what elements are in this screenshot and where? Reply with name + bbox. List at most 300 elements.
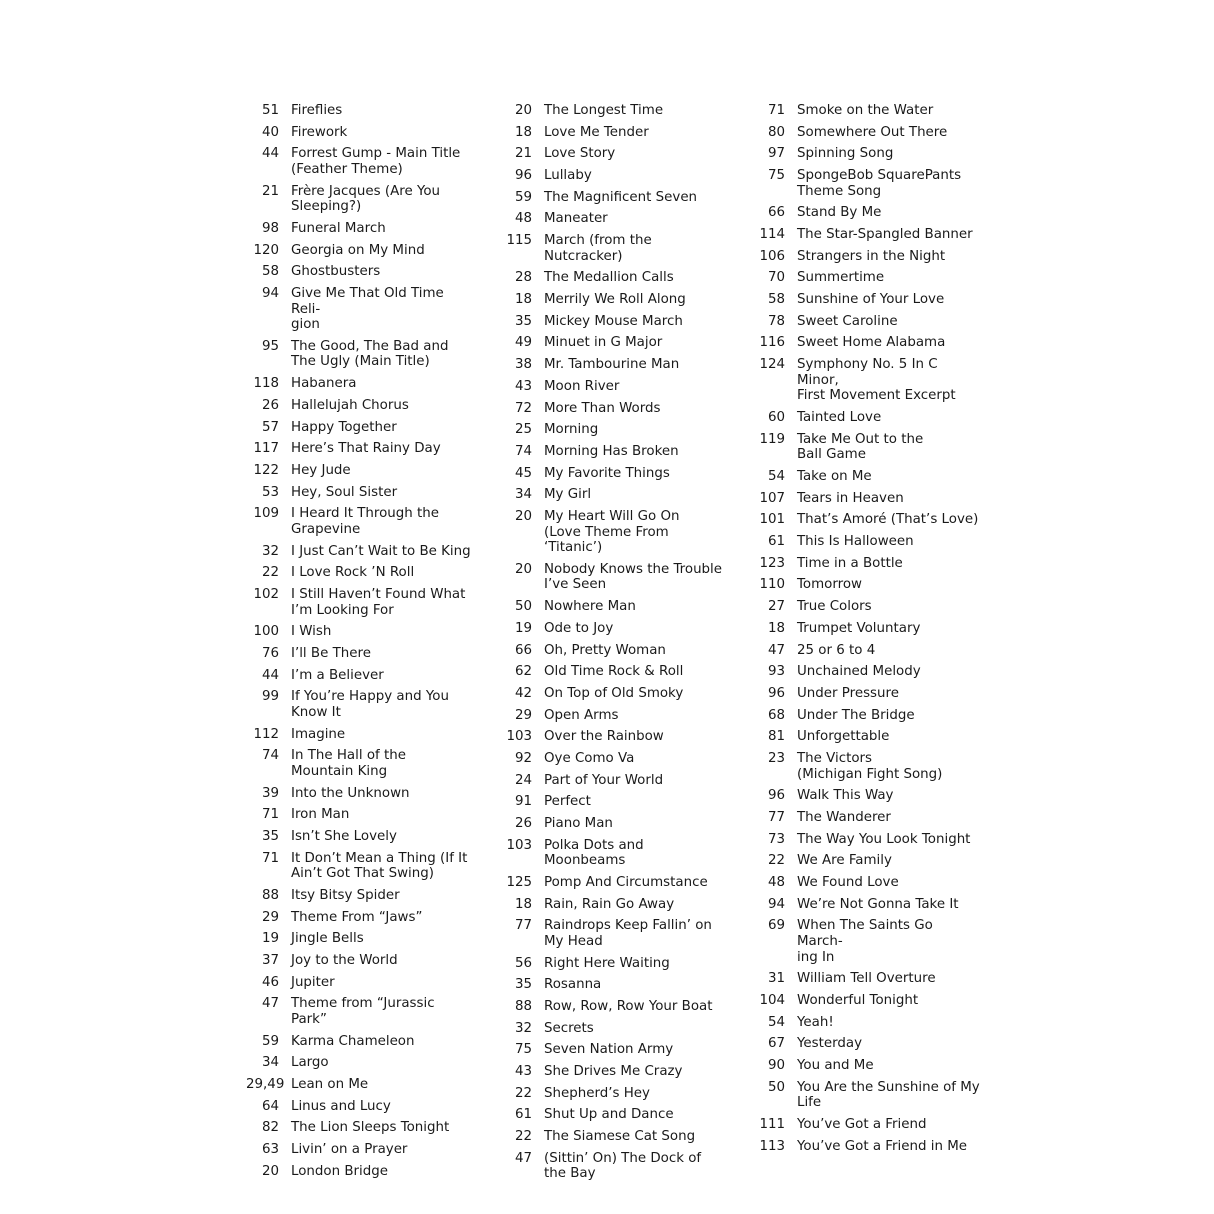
entry-song-title: Into the Unknown xyxy=(291,785,410,801)
entry-song-title: This Is Halloween xyxy=(797,534,914,550)
index-entry xyxy=(752,990,980,1012)
entry-page-number: 68 xyxy=(767,707,785,723)
index-entry xyxy=(246,783,474,805)
index-entry xyxy=(246,373,474,395)
entry-song-title: We’re Not Gonna Take It xyxy=(797,896,959,912)
entry-song-title: Theme From “Jaws” xyxy=(291,909,423,925)
entry-song-title: Ode to Joy xyxy=(544,620,614,636)
entry-page-number: 114 xyxy=(759,227,785,243)
index-entry xyxy=(246,261,474,283)
index-entry xyxy=(246,972,474,994)
entry-song-title: Secrets xyxy=(544,1020,594,1036)
index-entry xyxy=(752,553,980,575)
index-entry xyxy=(499,748,727,770)
index-entry xyxy=(499,596,727,618)
entry-song-title: We Are Family xyxy=(797,853,892,869)
entry-page-number: 20 xyxy=(261,1163,279,1179)
entry-song-title: I Still Haven’t Found What I’m Looking For xyxy=(291,586,466,618)
index-entry xyxy=(752,246,980,268)
entry-song-title: Unforgettable xyxy=(797,729,890,745)
entry-song-title: Mr. Tambourine Man xyxy=(544,357,680,373)
entry-page-number: 60 xyxy=(767,410,785,426)
entry-song-title: Wonderful Tonight xyxy=(797,992,919,1008)
entry-song-title: 25 or 6 to 4 xyxy=(797,642,876,658)
entry-page-number: 38 xyxy=(514,357,532,373)
entry-page-number: 81 xyxy=(767,729,785,745)
entry-song-title: Oh, Pretty Woman xyxy=(544,642,666,658)
entry-page-number: 48 xyxy=(514,211,532,227)
entry-page-number: 93 xyxy=(767,664,785,680)
entry-page-number: 71 xyxy=(767,103,785,118)
entry-song-title: Georgia on My Mind xyxy=(291,242,425,258)
index-entry xyxy=(499,165,727,187)
entry-page-number: 103 xyxy=(506,729,532,745)
entry-song-title: Lullaby xyxy=(544,168,592,184)
entry-song-title: Jupiter xyxy=(291,974,335,990)
entry-song-title: You Are the Sunshine of My Life xyxy=(797,1079,980,1111)
entry-page-number: 80 xyxy=(767,124,785,140)
entry-song-title: Under Pressure xyxy=(797,685,899,701)
index-entry xyxy=(752,915,980,968)
entry-page-number: 44 xyxy=(261,146,279,162)
index-entry xyxy=(246,885,474,907)
index-entry xyxy=(499,484,727,506)
index-entry xyxy=(246,283,474,336)
entry-song-title: Happy Together xyxy=(291,419,397,435)
entry-song-title: Piano Man xyxy=(544,816,613,831)
entry-song-title: The Way You Look Tonight xyxy=(797,831,971,847)
index-entry xyxy=(246,395,474,417)
index-entry xyxy=(246,562,474,584)
entry-page-number: 28 xyxy=(514,270,532,286)
index-entry xyxy=(752,1012,980,1034)
entry-page-number: 53 xyxy=(261,484,279,500)
index-entry xyxy=(246,143,474,180)
entry-page-number: 88 xyxy=(514,999,532,1014)
entry-song-title: Linus and Lucy xyxy=(291,1098,391,1114)
index-entry xyxy=(499,419,727,441)
entry-song-title: My Girl xyxy=(544,487,592,503)
entry-page-number: 18 xyxy=(514,896,532,912)
index-entry xyxy=(246,621,474,643)
index-entry xyxy=(499,1148,727,1185)
entry-page-number: 69 xyxy=(767,918,785,934)
entry-page-number: 49 xyxy=(514,335,532,351)
entry-page-number: 35 xyxy=(514,977,532,993)
entry-song-title: Love Me Tender xyxy=(544,124,649,140)
index-entry xyxy=(752,311,980,333)
entry-page-number: 50 xyxy=(514,599,532,615)
index-entry xyxy=(499,559,727,596)
index-entry xyxy=(246,907,474,929)
entry-song-title: Funeral March xyxy=(291,220,386,236)
entry-page-number: 100 xyxy=(253,624,279,640)
index-column-3 xyxy=(752,100,980,1157)
entry-page-number: 51 xyxy=(261,103,279,118)
index-entry xyxy=(499,1083,727,1105)
entry-page-number: 47 xyxy=(767,642,785,658)
entry-song-title: When The Saints Go March- ing In xyxy=(797,918,933,965)
entry-page-number: 58 xyxy=(261,264,279,280)
entry-song-title: That’s Amoré (That’s Love) xyxy=(797,512,979,528)
entry-page-number: 34 xyxy=(261,1055,279,1071)
entry-page-number: 112 xyxy=(253,726,279,742)
entry-song-title: The Star-Spangled Banner xyxy=(797,227,973,243)
entry-page-number: 54 xyxy=(767,469,785,484)
index-entry xyxy=(499,791,727,813)
entry-song-title: Hey, Soul Sister xyxy=(291,484,398,500)
index-entry xyxy=(246,240,474,262)
index-entry xyxy=(499,974,727,996)
entry-page-number: 98 xyxy=(261,220,279,236)
entry-page-number: 20 xyxy=(514,103,532,118)
entry-song-title: The Siamese Cat Song xyxy=(544,1129,696,1145)
entry-song-title: SpongeBob SquarePants Theme Song xyxy=(797,168,962,199)
index-entry xyxy=(499,143,727,165)
entry-song-title: Mickey Mouse March xyxy=(544,313,683,329)
index-entry xyxy=(499,872,727,894)
index-entry xyxy=(499,122,727,144)
entry-song-title: Seven Nation Army xyxy=(544,1042,674,1058)
entry-song-title: Sunshine of Your Love xyxy=(797,292,945,308)
entry-song-title: Nowhere Man xyxy=(544,599,636,615)
index-entry xyxy=(246,928,474,950)
entry-page-number: 74 xyxy=(514,443,532,459)
entry-page-number: 26 xyxy=(514,816,532,831)
entry-page-number: 61 xyxy=(514,1107,532,1123)
index-entry xyxy=(752,726,980,748)
index-entry xyxy=(752,829,980,851)
index-entry xyxy=(752,354,980,407)
entry-song-title: Time in a Bottle xyxy=(797,555,903,571)
entry-song-title: I Love Rock ’N Roll xyxy=(291,565,415,581)
entry-song-title: Part of Your World xyxy=(544,772,664,788)
index-entry xyxy=(752,807,980,829)
entry-page-number: 58 xyxy=(767,292,785,308)
entry-page-number: 50 xyxy=(767,1079,785,1095)
index-entry xyxy=(246,541,474,563)
index-entry xyxy=(246,417,474,439)
entry-page-number: 111 xyxy=(759,1116,785,1132)
entry-page-number: 42 xyxy=(514,685,532,701)
index-entry xyxy=(752,596,980,618)
index-entry xyxy=(499,506,727,559)
index-entry xyxy=(246,503,474,540)
entry-page-number: 77 xyxy=(514,918,532,934)
entry-page-number: 102 xyxy=(253,586,279,602)
entry-page-number: 43 xyxy=(514,378,532,394)
index-entry xyxy=(499,770,727,792)
entry-song-title: Frère Jacques (Are You Sleeping?) xyxy=(291,183,441,215)
entry-page-number: 118 xyxy=(253,376,279,392)
entry-page-number: 29,49 xyxy=(246,1076,285,1092)
entry-song-title: Sweet Home Alabama xyxy=(797,335,946,351)
entry-page-number: 48 xyxy=(767,874,785,890)
entry-page-number: 110 xyxy=(759,577,785,593)
index-entry xyxy=(752,100,980,122)
entry-page-number: 22 xyxy=(514,1085,532,1101)
index-entry xyxy=(752,683,980,705)
entry-page-number: 21 xyxy=(261,183,279,199)
index-entry xyxy=(752,143,980,165)
index-entry xyxy=(499,187,727,209)
entry-page-number: 94 xyxy=(767,896,785,912)
entry-page-number: 59 xyxy=(514,189,532,205)
entry-page-number: 22 xyxy=(261,565,279,581)
entry-page-number: 18 xyxy=(514,292,532,308)
entry-page-number: 123 xyxy=(759,555,785,571)
entry-page-number: 23 xyxy=(767,750,785,766)
entry-page-number: 113 xyxy=(759,1138,785,1154)
entry-page-number: 115 xyxy=(506,233,532,249)
entry-page-number: 40 xyxy=(261,124,279,140)
entry-page-number: 59 xyxy=(261,1033,279,1049)
index-entry xyxy=(752,509,980,531)
entry-page-number: 99 xyxy=(261,689,279,705)
entry-page-number: 64 xyxy=(261,1098,279,1114)
entry-page-number: 120 xyxy=(253,242,279,258)
index-entry xyxy=(246,848,474,885)
index-entry xyxy=(246,1031,474,1053)
index-entry xyxy=(752,748,980,785)
entry-song-title: Livin’ on a Prayer xyxy=(291,1142,408,1158)
index-entry xyxy=(499,1061,727,1083)
index-entry xyxy=(246,1096,474,1118)
entry-page-number: 125 xyxy=(506,874,532,890)
entry-page-number: 71 xyxy=(261,807,279,823)
index-entry xyxy=(499,1039,727,1061)
entry-song-title: Old Time Rock & Roll xyxy=(544,664,684,680)
entry-song-title: Firework xyxy=(291,124,348,140)
entry-song-title: Row, Row, Row Your Boat xyxy=(544,999,713,1014)
entry-song-title: Maneater xyxy=(544,211,608,227)
index-entry xyxy=(499,332,727,354)
entry-song-title: The Wanderer xyxy=(797,809,891,825)
index-entry xyxy=(752,1055,980,1077)
index-entry xyxy=(499,661,727,683)
entry-page-number: 75 xyxy=(767,168,785,184)
index-entry xyxy=(499,354,727,376)
entry-page-number: 47 xyxy=(261,996,279,1012)
entry-page-number: 96 xyxy=(767,788,785,804)
index-entry xyxy=(752,1136,980,1158)
entry-page-number: 119 xyxy=(759,431,785,447)
entry-song-title: Tomorrow xyxy=(797,577,862,593)
entry-song-title: Morning Has Broken xyxy=(544,443,679,459)
entry-song-title: The Lion Sleeps Tonight xyxy=(291,1120,450,1136)
index-entry xyxy=(752,850,980,872)
entry-page-number: 74 xyxy=(261,748,279,764)
index-entry xyxy=(499,1104,727,1126)
entry-song-title: Joy to the World xyxy=(291,952,398,968)
index-entry xyxy=(499,996,727,1018)
entry-page-number: 70 xyxy=(767,270,785,286)
index-entry xyxy=(246,1117,474,1139)
entry-page-number: 73 xyxy=(767,831,785,847)
entry-song-title: Perfect xyxy=(544,794,591,810)
index-entry xyxy=(752,488,980,510)
index-entry xyxy=(752,267,980,289)
index-entry xyxy=(752,531,980,553)
index-entry xyxy=(752,640,980,662)
entry-song-title: Spinning Song xyxy=(797,146,894,162)
index-entry xyxy=(246,950,474,972)
index-entry xyxy=(499,376,727,398)
entry-song-title: Hallelujah Chorus xyxy=(291,397,409,413)
entry-song-title: Isn’t She Lovely xyxy=(291,828,397,844)
entry-song-title: On Top of Old Smoky xyxy=(544,685,684,701)
entry-song-title: Itsy Bitsy Spider xyxy=(291,887,400,903)
entry-song-title: Take Me Out to the Ball Game xyxy=(797,431,924,463)
index-entry xyxy=(752,332,980,354)
entry-page-number: 77 xyxy=(767,809,785,825)
entry-song-title: Jingle Bells xyxy=(291,931,364,947)
entry-page-number: 57 xyxy=(261,419,279,435)
index-entry xyxy=(246,826,474,848)
entry-page-number: 104 xyxy=(759,992,785,1008)
index-entry xyxy=(246,482,474,504)
entry-page-number: 44 xyxy=(261,667,279,683)
index-entry xyxy=(752,407,980,429)
index-entry xyxy=(246,804,474,826)
entry-page-number: 96 xyxy=(514,168,532,184)
index-entry xyxy=(499,1126,727,1148)
index-entry xyxy=(499,463,727,485)
entry-page-number: 90 xyxy=(767,1057,785,1073)
entry-page-number: 66 xyxy=(767,205,785,221)
entry-page-number: 117 xyxy=(253,441,279,457)
index-entry xyxy=(499,640,727,662)
index-entry xyxy=(499,267,727,289)
index-entry xyxy=(499,813,727,835)
entry-song-title: Lean on Me xyxy=(291,1076,369,1092)
entry-song-title: Give Me That Old Time Reli- gion xyxy=(291,286,444,333)
entry-song-title: Ghostbusters xyxy=(291,264,381,280)
index-entry xyxy=(752,122,980,144)
entry-page-number: 66 xyxy=(514,642,532,658)
entry-page-number: 107 xyxy=(759,490,785,506)
entry-page-number: 47 xyxy=(514,1150,532,1166)
index-entry xyxy=(752,224,980,246)
entry-page-number: 75 xyxy=(514,1042,532,1058)
index-entry xyxy=(246,122,474,144)
entry-page-number: 88 xyxy=(261,887,279,903)
entry-page-number: 92 xyxy=(514,750,532,766)
entry-page-number: 72 xyxy=(514,400,532,416)
entry-song-title: Shut Up and Dance xyxy=(544,1107,674,1123)
index-entry xyxy=(499,289,727,311)
index-entry xyxy=(246,181,474,218)
entry-song-title: Fireflies xyxy=(291,103,343,118)
entry-song-title: Forrest Gump - Main Title (Feather Theme) xyxy=(291,146,461,177)
entry-page-number: 24 xyxy=(514,772,532,788)
entry-page-number: 67 xyxy=(767,1036,785,1052)
entry-page-number: 45 xyxy=(514,465,532,481)
index-entry xyxy=(246,686,474,723)
entry-song-title: Strangers in the Night xyxy=(797,248,946,264)
entry-page-number: 34 xyxy=(514,487,532,503)
index-entry xyxy=(499,100,727,122)
entry-page-number: 22 xyxy=(767,853,785,869)
entry-page-number: 78 xyxy=(767,313,785,329)
index-entry xyxy=(246,584,474,621)
entry-page-number: 35 xyxy=(261,828,279,844)
entry-song-title: You’ve Got a Friend in Me xyxy=(797,1138,967,1154)
index-entry xyxy=(499,311,727,333)
entry-song-title: Iron Man xyxy=(291,807,350,823)
entry-page-number: 37 xyxy=(261,952,279,968)
entry-song-title: Under The Bridge xyxy=(797,707,915,723)
entry-song-title: I’ll Be There xyxy=(291,645,371,661)
entry-song-title: More Than Words xyxy=(544,400,661,416)
entry-song-title: You and Me xyxy=(797,1057,874,1073)
entry-song-title: Rosanna xyxy=(544,977,602,993)
index-entry xyxy=(499,726,727,748)
entry-page-number: 25 xyxy=(514,422,532,438)
index-entry xyxy=(752,705,980,727)
entry-song-title: Yesterday xyxy=(797,1036,863,1052)
entry-song-title: Raindrops Keep Fallin’ on My Head xyxy=(544,918,712,949)
entry-page-number: 18 xyxy=(767,620,785,636)
entry-page-number: 27 xyxy=(767,599,785,615)
index-entry xyxy=(752,466,980,488)
index-entry xyxy=(246,1161,474,1183)
index-entry xyxy=(246,438,474,460)
entry-song-title: Trumpet Voluntary xyxy=(797,620,921,636)
index-entry xyxy=(499,894,727,916)
entry-song-title: You’ve Got a Friend xyxy=(797,1116,927,1132)
entry-page-number: 109 xyxy=(253,506,279,522)
entry-song-title: Summertime xyxy=(797,270,885,286)
entry-song-title: My Heart Will Go On (Love Theme From ‘Titanic’) xyxy=(544,508,680,556)
entry-song-title: Shepherd’s Hey xyxy=(544,1085,650,1101)
index-entry xyxy=(499,1018,727,1040)
entry-page-number: 76 xyxy=(261,645,279,661)
entry-page-number: 56 xyxy=(514,955,532,971)
entry-page-number: 29 xyxy=(514,707,532,723)
entry-page-number: 91 xyxy=(514,794,532,810)
index-entry xyxy=(752,574,980,596)
entry-page-number: 22 xyxy=(514,1129,532,1145)
index-entry xyxy=(246,665,474,687)
entry-page-number: 61 xyxy=(767,534,785,550)
entry-page-number: 124 xyxy=(759,357,785,373)
index-entry xyxy=(752,1077,980,1114)
entry-song-title: Largo xyxy=(291,1055,329,1071)
entry-song-title: Imagine xyxy=(291,726,346,742)
index-entry xyxy=(499,230,727,267)
index-entry xyxy=(246,460,474,482)
entry-song-title: Morning xyxy=(544,422,599,438)
entry-page-number: 82 xyxy=(261,1120,279,1136)
entry-song-title: Right Here Waiting xyxy=(544,955,670,971)
entry-song-title: My Favorite Things xyxy=(544,465,670,481)
entry-page-number: 20 xyxy=(514,561,532,577)
entry-song-title: Merrily We Roll Along xyxy=(544,292,686,308)
entry-song-title: Moon River xyxy=(544,378,620,394)
index-entry xyxy=(499,953,727,975)
index-entry xyxy=(246,993,474,1030)
index-entry xyxy=(752,289,980,311)
entry-page-number: 29 xyxy=(261,909,279,925)
index-entry xyxy=(499,398,727,420)
index-entry xyxy=(752,429,980,466)
entry-page-number: 35 xyxy=(514,313,532,329)
entry-page-number: 122 xyxy=(253,462,279,478)
entry-song-title: I’m a Believer xyxy=(291,667,384,683)
entry-song-title: Unchained Melody xyxy=(797,664,921,680)
entry-page-number: 71 xyxy=(261,850,279,866)
